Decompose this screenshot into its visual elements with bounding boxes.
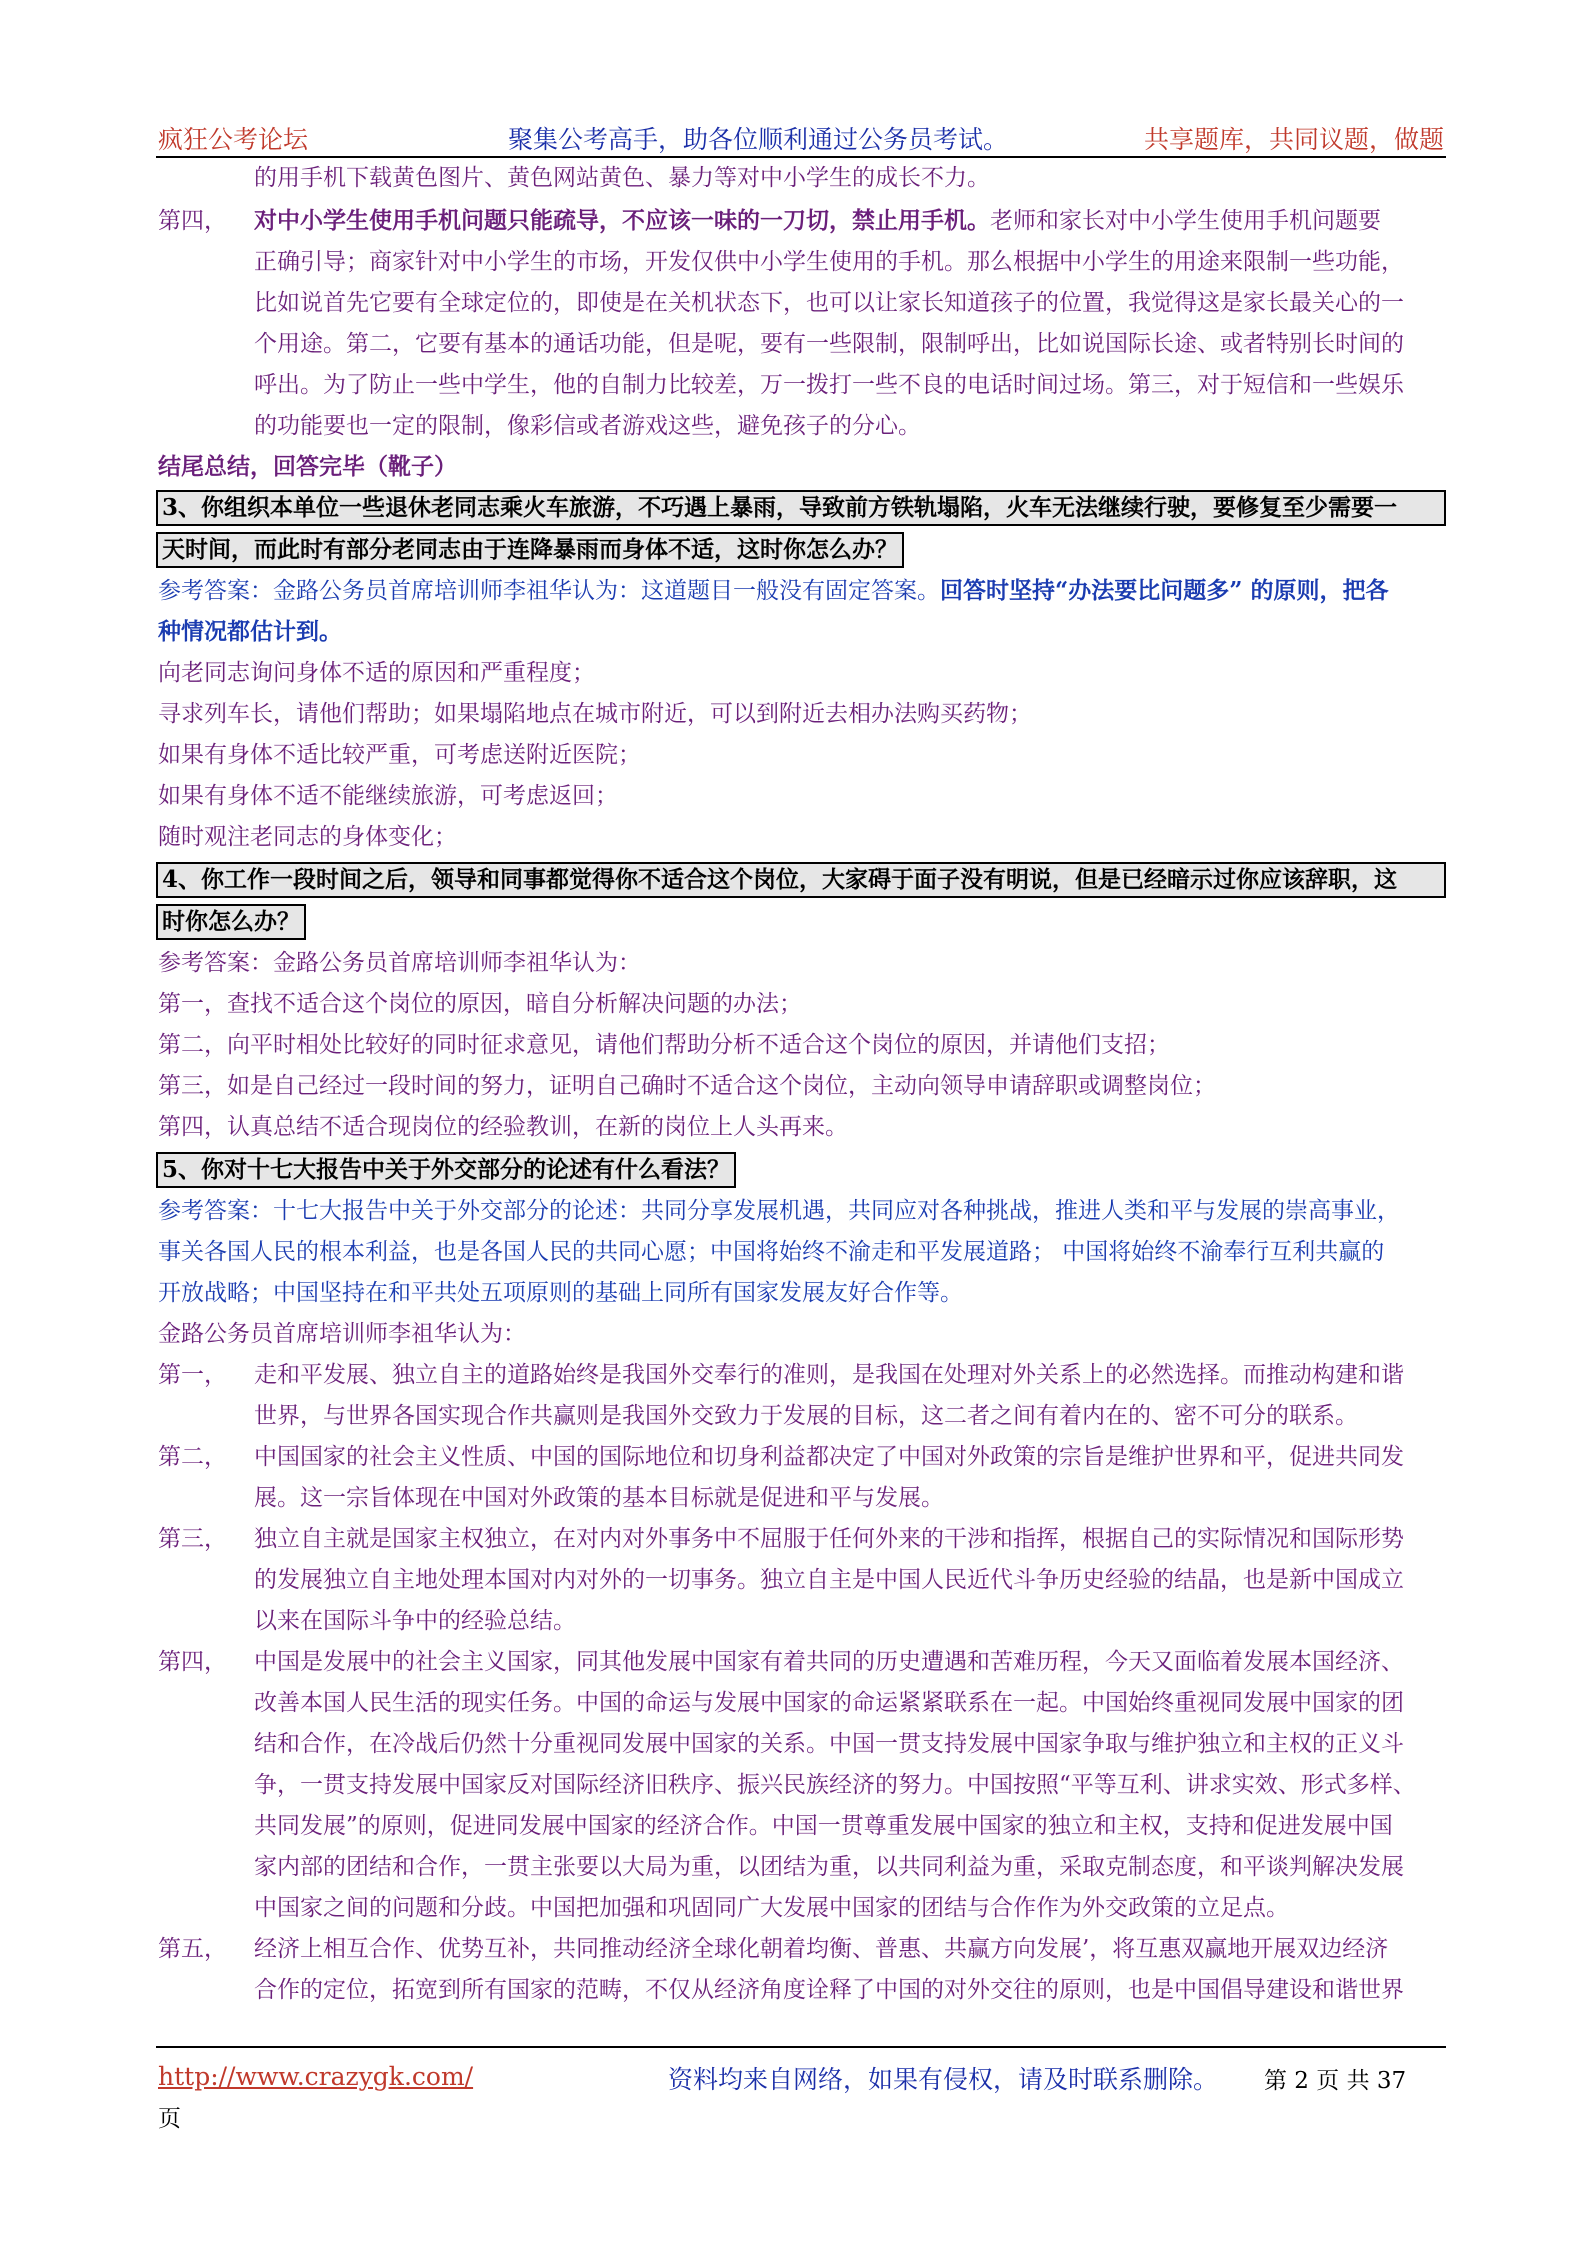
page-number-tail: 页 xyxy=(158,2106,181,2132)
text-line xyxy=(254,206,1381,236)
point-line: 合作的定位，拓宽到所有国家的范畴，不仅从经济角度诠释了中国的对外交往的原则，也是中国倡导建设和谐世界 xyxy=(254,1977,1404,2003)
point-line: 独立自主就是国家主权独立，在对内对外事务中不屈服于任何外来的干涉和指挥，根据自己的实际情况和国际形势 xyxy=(254,1526,1404,1552)
q5-answer-line: 事关各国人民的根本利益，也是各国人民的共同心愿；中国将始终不渝走和平发展道路； 中国将始终不渝奉行互利共赢的 xyxy=(158,1239,1385,1265)
q4-item: 第二，向平时相处比较好的同时征求意见，请他们帮助分析不适合这个岗位的原因，并请他们支招； xyxy=(158,1032,1170,1058)
q3-item: 如果有身体不适比较严重，可考虑送附近医院； xyxy=(158,742,641,768)
q3-answer-principle: 回答时坚持“办法要比问题多” 的原则，把各 xyxy=(940,577,1389,604)
question-4-line-1: 4、你工作一段时间之后，领导和同事都觉得你不适合这个岗位，大家碍于面子没有明说，但是已经暗示过你应该辞职，这 xyxy=(156,862,1446,898)
header-tagline: 共享题库，共同议题，做题 xyxy=(1143,125,1444,154)
q4-answer: 参考答案：金路公务员首席培训师李祖华认为： xyxy=(158,950,641,976)
question-3-line-2: 天时间，而此时有部分老同志由于连降暴雨而身体不适，这时你怎么办？ xyxy=(156,532,904,568)
q4-item: 第一，查找不适合这个岗位的原因，暗自分析解决问题的办法； xyxy=(158,991,802,1017)
text-line: 个用途。第二，它要有基本的通话功能，但是呢，要有一些限制，限制呼出，比如说国际长途、或者特别长时间的 xyxy=(254,331,1404,357)
q5-answer-line: 开放战略；中国坚持在和平共处五项原则的基础上同所有国家发展友好合作等。 xyxy=(158,1280,963,1306)
point-line: 经济上相互合作、优势互补，共同推动经济全球化朝着均衡、普惠、共赢方向发展’，将互惠双赢地开展双边经济 xyxy=(254,1936,1389,1962)
summary-line: 结尾总结，回答完毕（靴子） xyxy=(158,453,457,480)
question-5-line-1: 5、你对十七大报告中关于外交部分的论述有什么看法？ xyxy=(156,1152,736,1188)
text-line: 正确引导；商家针对中小学生的市场，开发仅供中小学生使用的手机。那么根据中小学生的用途来限制一些功能， xyxy=(254,249,1404,275)
text-line: 呼出。为了防止一些中学生，他的自制力比较差，万一拨打一些不良的电话时间过场。第三，对于短信和一些娱乐 xyxy=(254,372,1404,398)
page-header xyxy=(156,116,1446,158)
header-slogan: 聚集公考高手，助各位顺利通过公务员考试。 xyxy=(508,125,1009,154)
point-line: 展。这一宗旨体现在中国对外政策的基本目标就是促进和平与发展。 xyxy=(254,1485,944,1511)
point-line: 世界，与世界各国实现合作共赢则是我国外交致力于发展的目标，这二者之间有着内在的、密不可分的联系。 xyxy=(254,1403,1358,1429)
q5-intro: 金路公务员首席培训师李祖华认为： xyxy=(158,1321,526,1347)
point-line: 中国国家的社会主义性质、中国的国际地位和切身利益都决定了中国对外政策的宗旨是维护世界和平，促进共同发 xyxy=(254,1444,1404,1470)
q3-item: 如果有身体不适不能继续旅游，可考虑返回； xyxy=(158,783,618,809)
question-3-line-1: 3、你组织本单位一些退休老同志乘火车旅游，不巧遇上暴雨，导致前方铁轨塌陷，火车无法继续行驶，要修复至少需要一 xyxy=(156,490,1446,526)
point-label: 第一， xyxy=(158,1362,227,1388)
q3-item: 向老同志询问身体不适的原因和严重程度； xyxy=(158,660,595,686)
point-line: 以来在国际斗争中的经验总结。 xyxy=(254,1608,576,1634)
point-label: 第五， xyxy=(158,1936,227,1962)
point-line: 争，一贯支持发展中国家反对国际经济旧秩序、振兴民族经济的努力。中国按照“平等互利、讲求实效、形式多样、 xyxy=(254,1772,1416,1798)
question-4-line-2: 时你怎么办？ xyxy=(156,904,306,940)
point-line: 中国是发展中的社会主义国家，同其他发展中国家有着共同的历史遭遇和苦难历程，今天又面临着发展本国经济、 xyxy=(254,1649,1404,1675)
point-line: 结和合作，在冷战后仍然十分重视同发展中国家的关系。中国一贯支持发展中国家争取与维护独立和主权的正义斗 xyxy=(254,1731,1404,1757)
point-line: 走和平发展、独立自主的道路始终是我国外交奉行的准则，是我国在处理对外关系上的必然选择。而推动构建和谐 xyxy=(254,1362,1404,1388)
point-line: 的发展独立自主地处理本国对内对外的一切事务。独立自主是中国人民近代斗争历史经验的结晶，也是新中国成立 xyxy=(254,1567,1404,1593)
text-line-content: 的用手机下载黄色图片、黄色网站黄色、暴力等对中小学生的成长不力。 xyxy=(254,165,990,191)
point-line: 共同发展”的原则，促进同发展中国家的经济合作。中国一贯尊重发展中国家的独立和主权，支持和促进发展中国 xyxy=(254,1813,1393,1839)
text-line-content: 老师和家长对中小学生使用手机问题要 xyxy=(990,208,1381,234)
q4-item: 第四，认真总结不适合现岗位的经验教训，在新的岗位上人头再来。 xyxy=(158,1114,848,1140)
q3-answer-line xyxy=(158,576,1388,606)
q3-answer-intro: 参考答案：金路公务员首席培训师李祖华认为：这道题目一般没有固定答案。 xyxy=(158,578,940,604)
page-footer xyxy=(156,2046,1446,2132)
text-line xyxy=(254,163,990,193)
point-label: 第四， xyxy=(158,208,227,234)
point-label: 第三， xyxy=(158,1526,227,1552)
point-line: 家内部的团结和合作，一贯主张要以大局为重，以团结为重，以共同利益为重，采取克制态度，和平谈判解决发展 xyxy=(254,1854,1404,1880)
point-label: 第四， xyxy=(158,1649,227,1675)
q3-item: 寻求列车长，请他们帮助；如果塌陷地点在城市附近，可以到附近去相办法购买药物； xyxy=(158,701,1032,727)
text-line: 比如说首先它要有全球定位的，即使是在关机状态下，也可以让家长知道孩子的位置，我觉得这是家长最关心的一 xyxy=(254,290,1404,316)
q3-answer-line: 种情况都估计到。 xyxy=(158,618,342,645)
footer-disclaimer: 资料均来自网络，如果有侵权，请及时联系删除。 xyxy=(668,2065,1219,2094)
text-line: 的功能要也一定的限制，像彩信或者游戏这些，避免孩子的分心。 xyxy=(254,413,921,439)
point-line: 改善本国人民生活的现实任务。中国的命运与发展中国家的命运紧紧联系在一起。中国始终重视同发展中国家的团 xyxy=(254,1690,1404,1716)
q4-item: 第三，如是自己经过一段时间的努力，证明自己确时不适合这个岗位，主动向领导申请辞职或调整岗位； xyxy=(158,1073,1216,1099)
point-label: 第二， xyxy=(158,1444,227,1470)
point-line: 中国家之间的问题和分歧。中国把加强和巩固同广大发展中国家的团结与合作作为外交政策的立足点。 xyxy=(254,1895,1289,1921)
q5-answer-line: 参考答案：十七大报告中关于外交部分的论述：共同分享发展机遇，共同应对各种挑战，推进人类和平与发展的崇高事业， xyxy=(158,1198,1400,1224)
bold-statement: 对中小学生使用手机问题只能疏导，不应该一味的一刀切，禁止用手机。 xyxy=(254,207,990,234)
footer-url-link[interactable]: http://www.crazygk.com/ xyxy=(158,2062,474,2091)
header-site-name[interactable]: 疯狂公考论坛 xyxy=(158,125,309,154)
page-number: 第 2 页 共 37 xyxy=(1264,2068,1407,2094)
q3-item: 随时观注老同志的身体变化； xyxy=(158,824,457,850)
